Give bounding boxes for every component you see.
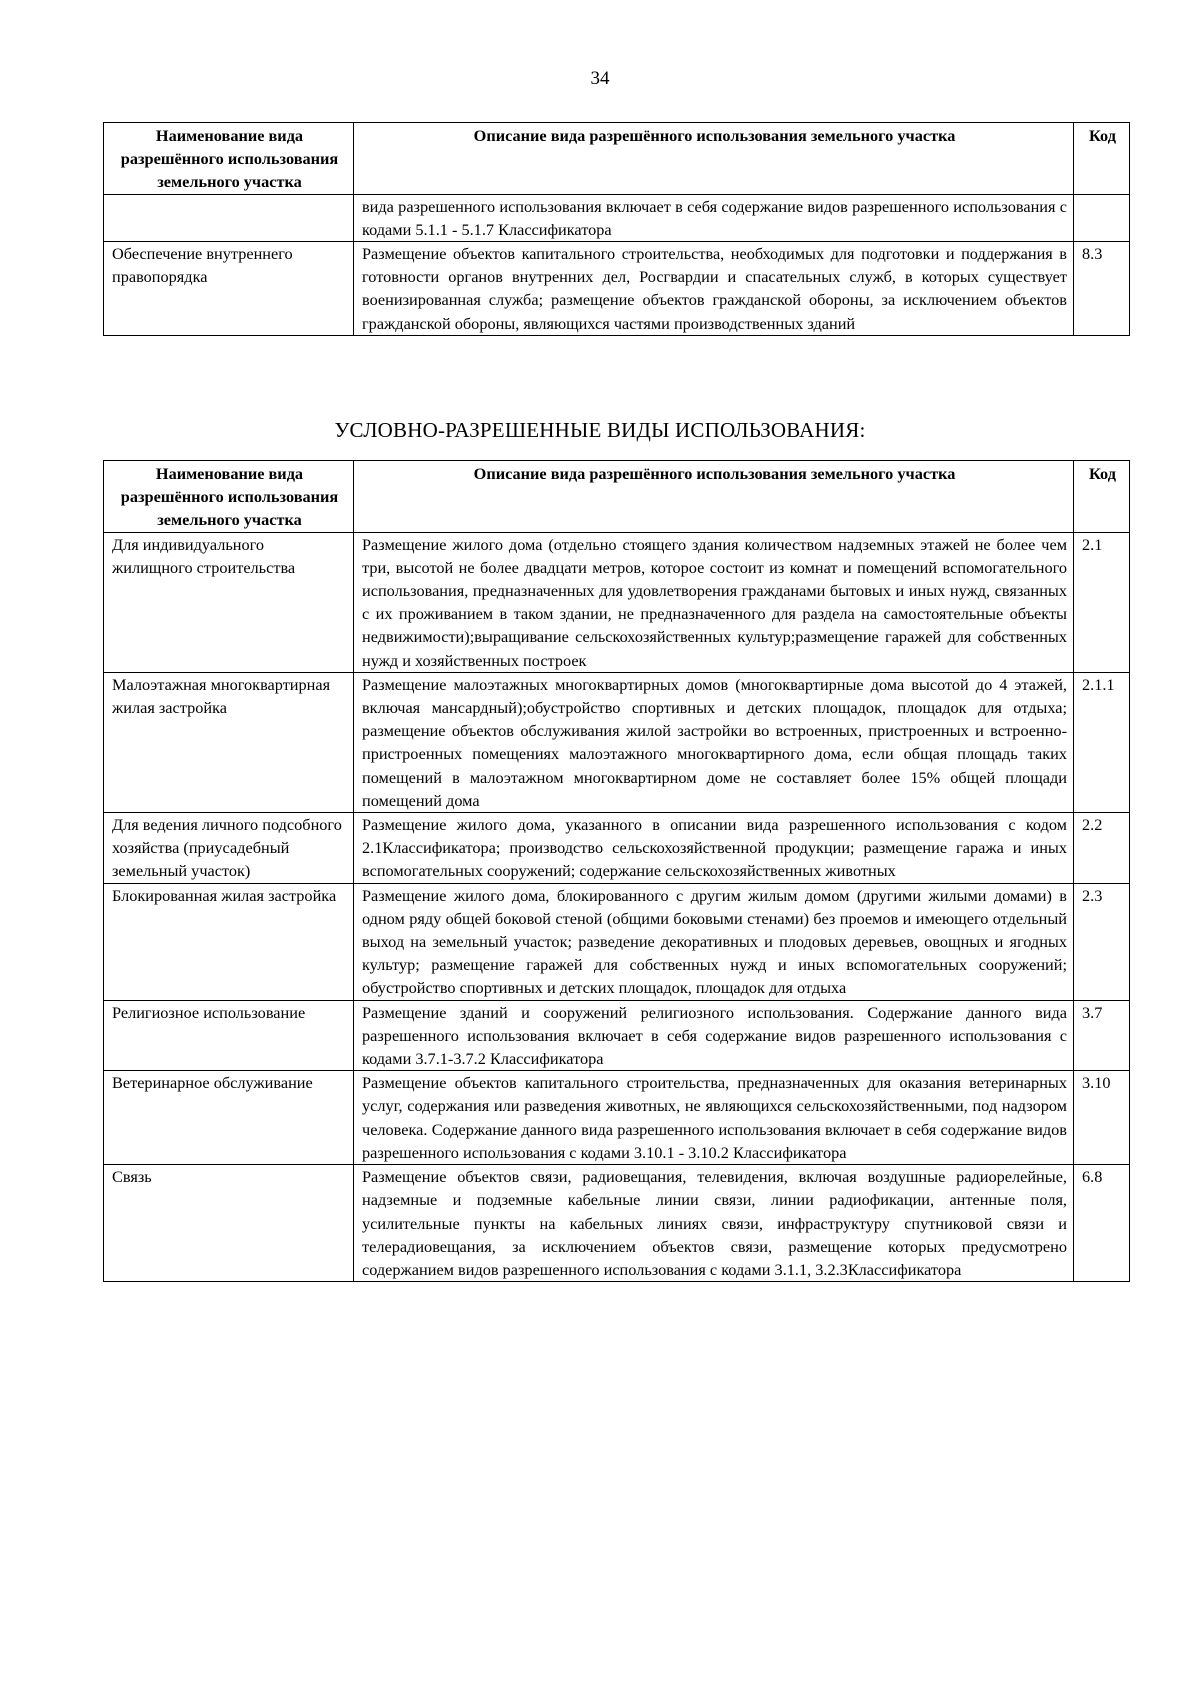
table-row bbox=[104, 813, 1130, 884]
table-row bbox=[104, 532, 1130, 672]
conditional-use-table bbox=[103, 460, 1130, 1282]
table-header-row bbox=[104, 461, 1130, 533]
row-code: 2.2 bbox=[1074, 813, 1130, 884]
row-name: Ветеринарное обслуживание bbox=[104, 1071, 354, 1165]
table-header-row bbox=[104, 123, 1130, 195]
row-description: Размещение жилого дома, блокированного с другим жилым домом (другими жилыми домами) в одном ряду общей боковой стеной (общими боковыми стенами) без проемов и имеющего отдельный выход на земельный участок; разведение декоративных и плодовых деревьев, овощных и ягодных культур; размещение гаражей для собственных нужд и иных вспомогательных сооружений; обустройство спортивных и детских площадок, площадок для отдыха bbox=[354, 883, 1074, 1000]
header-description: Описание вида разрешённого использования земельного участка bbox=[354, 461, 1074, 533]
row-description: Размещение жилого дома, указанного в описании вида разрешенного использования с кодом 2.1Классификатора; производство сельскохозяйственной продукции; размещение гаража и иных вспомогательных сооружений; содержание сельскохозяйственных животных bbox=[354, 813, 1074, 884]
row-code: 2.1 bbox=[1074, 532, 1130, 672]
header-name: Наименование вида разрешённого использования земельного участка bbox=[104, 123, 354, 195]
table-row bbox=[104, 194, 1130, 241]
table-row bbox=[104, 1165, 1130, 1282]
table-row bbox=[104, 883, 1130, 1000]
row-name bbox=[104, 194, 354, 241]
header-description: Описание вида разрешённого использования земельного участка bbox=[354, 123, 1074, 195]
row-description: Размещение объектов капитального строительства, предназначенных для оказания ветеринарных услуг, содержания или разведения животных, не являющихся сельскохозяйственными, под надзором человека. Содержание данного вида разрешенного использования включает в себя содержание видов разрешенного использования с кодами 3.10.1 - 3.10.2 Классификатора bbox=[354, 1071, 1074, 1165]
row-name: Малоэтажная многоквартирная жилая застройка bbox=[104, 672, 354, 812]
row-code: 8.3 bbox=[1074, 242, 1130, 336]
table-row bbox=[104, 242, 1130, 336]
row-name: Религиозное использование bbox=[104, 1000, 354, 1071]
row-code: 3.7 bbox=[1074, 1000, 1130, 1071]
table-row bbox=[104, 1000, 1130, 1071]
row-code: 6.8 bbox=[1074, 1165, 1130, 1282]
row-description: Размещение объектов капитального строительства, необходимых для подготовки и поддержания в готовности органов внутренних дел, Росгвардии и спасательных служб, в которых существует военизированная служба; размещение объектов гражданской обороны, за исключением объектов гражданской обороны, являющихся частями производственных зданий bbox=[354, 242, 1074, 336]
row-description: Размещение объектов связи, радиовещания, телевидения, включая воздушные радиорелейные, надземные и подземные кабельные линии связи, линии радиофикации, антенные поля, усилительные пункты на кабельных линиях связи, инфраструктуру спутниковой связи и телерадиовещания, за исключением объектов связи, размещение которых предусмотрено содержанием видов разрешенного использования с кодами 3.1.1, 3.2.3Классификатора bbox=[354, 1165, 1074, 1282]
row-code: 2.3 bbox=[1074, 883, 1130, 1000]
header-code: Код bbox=[1074, 461, 1130, 533]
row-description: вида разрешенного использования включает в себя содержание видов разрешенного использования с кодами 5.1.1 - 5.1.7 Классификатора bbox=[354, 194, 1074, 241]
row-description: Размещение малоэтажных многоквартирных домов (многоквартирные дома высотой до 4 этажей, включая мансардный);обустройство спортивных и детских площадок, площадок для отдыха; размещение объектов обслуживания жилой застройки во встроенных, пристроенных и встроенно-пристроенных помещениях малоэтажного многоквартирного дома, если общая площадь таких помещений в малоэтажном многоквартирном доме не составляет более 15% общей площади помещений дома bbox=[354, 672, 1074, 812]
row-code bbox=[1074, 194, 1130, 241]
row-name: Для ведения личного подсобного хозяйства (приусадебный земельный участок) bbox=[104, 813, 354, 884]
section-title: УСЛОВНО-РАЗРЕШЕННЫЕ ВИДЫ ИСПОЛЬЗОВАНИЯ: bbox=[334, 418, 866, 442]
row-description: Размещение зданий и сооружений религиозного использования. Содержание данного вида разрешенного использования включает в себя содержание видов разрешенного использования с кодами 3.7.1-3.7.2 Классификатора bbox=[354, 1000, 1074, 1071]
table-row bbox=[104, 1071, 1130, 1165]
row-name: Блокированная жилая застройка bbox=[104, 883, 354, 1000]
table-row bbox=[104, 672, 1130, 812]
row-code: 3.10 bbox=[1074, 1071, 1130, 1165]
row-name: Обеспечение внутреннего правопорядка bbox=[104, 242, 354, 336]
row-name: Для индивидуального жилищного строительства bbox=[104, 532, 354, 672]
header-name: Наименование вида разрешённого использования земельного участка bbox=[104, 461, 354, 533]
row-code: 2.1.1 bbox=[1074, 672, 1130, 812]
row-description: Размещение жилого дома (отдельно стоящего здания количеством надземных этажей не более чем три, высотой не более двадцати метров, которое состоит из комнат и помещений вспомогательного использования, предназначенных для удовлетворения гражданами бытовых и иных нужд, связанных с их проживанием в таком здании, не предназначенного для раздела на самостоятельные объекты недвижимости);выращивание сельскохозяйственных культур;размещение гаражей для собственных нужд и хозяйственных построек bbox=[354, 532, 1074, 672]
row-name: Связь bbox=[104, 1165, 354, 1282]
page-number: 34 bbox=[590, 68, 610, 89]
header-code: Код bbox=[1074, 123, 1130, 195]
permitted-use-table-top bbox=[103, 122, 1130, 336]
